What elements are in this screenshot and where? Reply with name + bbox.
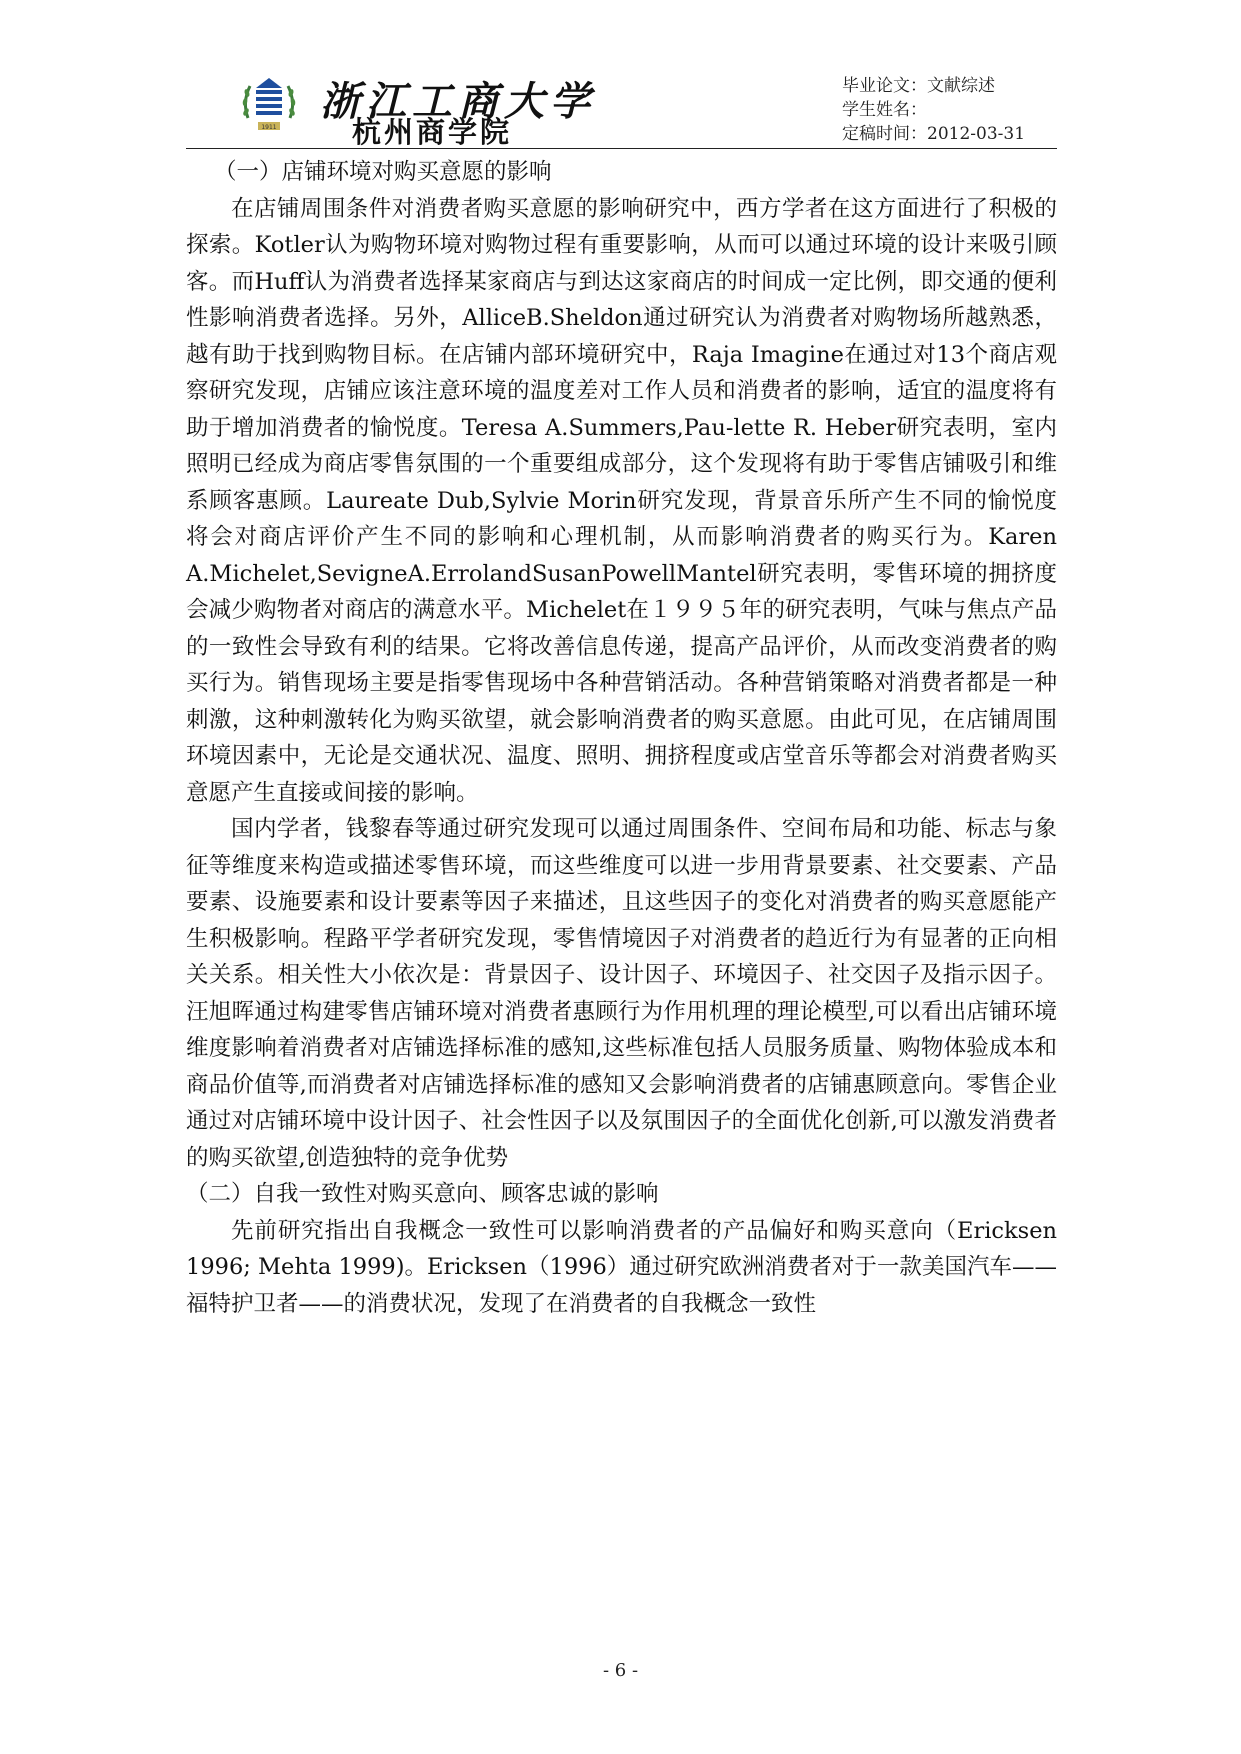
paragraph: 国内学者，钱黎春等通过研究发现可以通过周围条件、空间布局和功能、标志与象征等维度来构造或描述零售环境，而这些维度可以进一步用背景要素、社交要素、产品要素、设施要素和设计要素等因子来描述，且这些因子的变化对消费者的购买意愿能产生积极影响。程路平学者研究发现，零售情境因子对消费者的趋近行为有显著的正向相关关系。相关性大小依次是：背景因子、设计因子、环境因子、社交因子及指示因子。汪旭晖通过构建零售店铺环境对消费者惠顾行为作用机理的理论模型,可以看出店铺环境维度影响着消费者对店铺选择标准的感知,这些标准包括人员服务质量、购物体验成本和商品价值等,而消费者对店铺选择标准的感知又会影响消费者的店铺惠顾意向。零售企业通过对店铺环境中设计因子、社会性因子以及氛围因子的全面优化创新,可以激发消费者的购买欲望,创造独特的竞争优势 xyxy=(186,816,1057,1171)
document-meta xyxy=(842,74,1025,146)
page-header xyxy=(0,0,1241,150)
paragraph: 在店铺周围条件对消费者购买意愿的影响研究中，西方学者在这方面进行了积极的探索。Kotler认为购物环境对购物过程有重要影响，从而可以通过环境的设计来吸引顾客。而Huff认为消费者选择某家商店与到达这家商店的时间成一定比例，即交通的便利性影响消费者选择。另外，AlliceB.Sheldon通过研究认为消费者对购物场所越熟悉，越有助于找到购物目标。在店铺内部环境研究中，Raja Imagine在通过对13个商店观察研究发现，店铺应该注意环境的温度差对工作人员和消费者的影响，适宜的温度将有助于增加消费者的愉悦度。Teresa A.Summers,Pau-lette R. Heber研究表明，室内照明已经成为商店零售氛围的一个重要组成部分，这个发现将有助于零售店铺吸引和维系顾客惠顾。Laureate Dub,Sylvie Morin研究发现，背景音乐所产生不同的愉悦度将会对商店评价产生不同的影响和心理机制，从而影响消费者的购买行为。Karen A.Michelet,SevigneA.ErrolandSusanPowellMantel研究表明，零售环境的拥挤度会减少购物者对商店的满意水平。Michelet在１９９５年的研究表明，气味与焦点产品的一致性会导致有利的结果。它将改善信息传递，提高产品评价，从而改变消费者的购买行为。销售现场主要是指零售现场中各种营销活动。各种营销策略对消费者都是一种刺激，这种刺激转化为购买欲望，就会影响消费者的购买意愿。由此可见，在店铺周围环境因素中，无论是交通状况、温度、照明、拥挤程度或店堂音乐等都会对消费者购买意愿产生直接或间接的影响。 xyxy=(186,195,1057,806)
section-heading: （二）自我一致性对购买意向、顾客忠诚的影响 xyxy=(186,1181,659,1207)
paragraph: 先前研究指出自我概念一致性可以影响消费者的产品偏好和购买意向（Ericksen 1996; Mehta 1999)。Ericksen（1996）通过研究欧洲消费者对于一款美国汽车——福特护卫者——的消费状况，发现了在消费者的自我概念一致性 xyxy=(186,1217,1057,1317)
college-name: 杭州商学院 xyxy=(352,115,513,149)
page-number: - 6 - xyxy=(602,1660,639,1681)
logo-year: 1911 xyxy=(261,124,277,131)
university-logo-icon xyxy=(238,72,300,138)
header-rule xyxy=(186,148,1057,149)
university-name: 浙江工商大学 xyxy=(320,78,596,125)
document-body xyxy=(186,154,1057,1322)
meta-student-name: 学生姓名： xyxy=(842,100,927,120)
meta-final-date: 定稿时间：2012-03-31 xyxy=(842,124,1026,144)
meta-thesis-type: 毕业论文：文献综述 xyxy=(842,76,995,96)
section-heading: （一）店铺环境对购买意愿的影响 xyxy=(214,159,552,185)
